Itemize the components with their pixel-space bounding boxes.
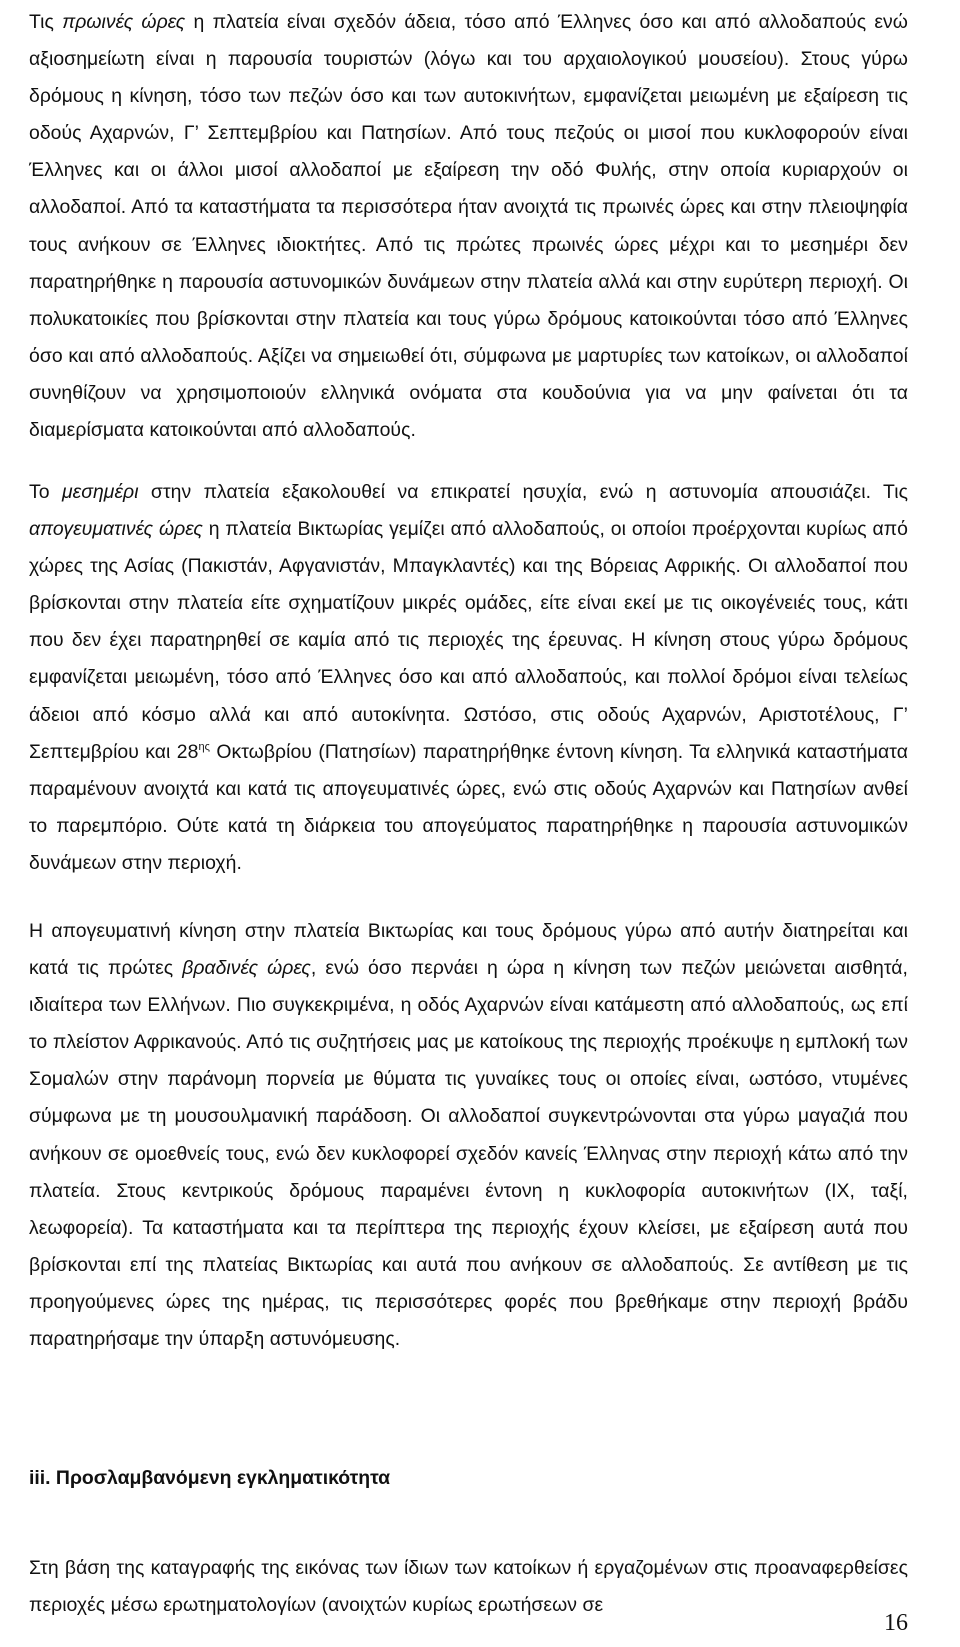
emphasis-noon: μεσημέρι bbox=[61, 481, 139, 503]
paragraph-afternoon-body: η πλατεία Βικτωρίας γεμίζει από αλλοδαπούς, οι οποίοι προέρχονται κυρίως από χώρες της Ασίας (Πακιστάν, Αφγανιστάν, Μπαγκλαντές) και της Βόρειας Αφρικής. Οι αλλοδαποί που βρίσκονται στην πλατεία είτε σχηματίζουν μικρές ομάδες, είτε είναι εκεί με τις οικογένειές τους, κάτι που δεν έχει παρατηρηθεί σε καμία από τις περιοχές της έρευνας. Η κίνηση στους γύρω δρόμους εμφανίζεται μειωμένη, τόσο από Έλληνες όσο και από αλλοδαπούς, και πολλοί δρόμοι είναι τελείως άδειοι από κόσμο αλλά και από αυτοκίνητα. Ωστόσο, στις οδούς Αχαρνών, Αριστοτέλους, Γ’ Σεπτεμβρίου και 28 bbox=[29, 518, 908, 763]
paragraph-evening bbox=[29, 913, 908, 1358]
paragraph-afternoon-tail: Οκτωβρίου (Πατησίων) παρατηρήθηκε έντονη κίνηση. Τα ελληνικά καταστήματα παραμένουν ανοιχτά και κατά τις απογευματινές ώρες, ενώ στις οδούς Αχαρνών και Πατησίων ανθεί το παρεμπόριο. Ούτε κατά τη διάρκεια του απογεύματος παρατηρήθηκε η παρουσία αστυνομικών δυνάμεων στην περιοχή. bbox=[29, 740, 908, 874]
paragraph-morning bbox=[29, 4, 908, 449]
section-heading: iii. Προσλαμβανόμενη εγκληματικότητα bbox=[29, 1467, 391, 1489]
paragraph-morning-intro: Τις bbox=[29, 11, 63, 33]
emphasis-afternoon-hours: απογευματινές ώρες bbox=[29, 518, 203, 541]
paragraph-evening-body: , ενώ όσο περνάει η ώρα η κίνηση των πεζών μειώνεται αισθητά, ιδιαίτερα των Ελλήνων. Πιο συγκεκριμένα, η οδός Αχαρνών είναι κατάμεστη από αλλοδαπούς, ως επί το πλείστον Αφρικανούς. Από τις συζητήσεις μας με κατοίκους της περιοχής προέκυψε η εμπλοκή των Σομαλών στην παράνομη πορνεία με θύματα τις γυναίκες τους οι οποίες είναι, ωστόσο, ντυμένες σύμφωνα με τη μουσουλμανική παράδοση. Οι αλλοδαποί συγκεντρώνονται στα γύρω μαγαζιά που ανήκουν σε ομοεθνείς τους, ενώ δεν κυκλοφορεί σχεδόν κανείς Έλληνας στην περιοχή κάτω από την πλατεία. Στους κεντρικούς δρόμους παραμένει έντονη η κυκλοφορία αυτοκινήτων (ΙΧ, ταξί, λεωφορεία). Τα καταστήματα και τα περίπτερα της περιοχής έχουν κλείσει, με εξαίρεση αυτά που βρίσκονται επί της πλατείας Βικτωρίας και αυτά που ανήκουν σε αλλοδαπούς. Σε αντίθεση με τις προηγούμενες ώρες της ημέρας, τις περισσότερες φορές που βρεθήκαμε στην περιοχή βράδυ παρατηρήσαμε την ύπαρξη αστυνόμευσης. bbox=[29, 957, 908, 1351]
paragraph-perceived-crime: Στη βάση της καταγραφής της εικόνας των ίδιων των κατοίκων ή εργαζομένων στις προαναφερθείσες περιοχές μέσω ερωτηματολογίων (ανοιχτών κυρίως ερωτήσεων σε bbox=[29, 1557, 908, 1617]
paragraph-noon-afternoon bbox=[29, 474, 908, 882]
paragraph-noon-intro: Το bbox=[29, 481, 62, 503]
page-number: 16 bbox=[884, 1610, 908, 1636]
paragraph-morning-body: η πλατεία είναι σχεδόν άδεια, τόσο από Έλληνες όσο και από αλλοδαπούς ενώ αξιοσημείωτη είναι η παρουσία τουριστών (λόγω και του αρχαιολογικού μουσείου). Στους γύρω δρόμους η κίνηση, τόσο των πεζών όσο και των αυτοκινήτων, εμφανίζεται μειωμένη με εξαίρεση τις οδούς Αχαρνών, Γ’ Σεπτεμβρίου και Πατησίων. Από τους πεζούς οι μισοί που κυκλοφορούν είναι Έλληνες και οι άλλοι μισοί αλλοδαποί με εξαίρεση την οδό Φυλής, στην οποία κυριαρχούν οι αλλοδαποί. Από τα καταστήματα τα περισσότερα ήταν ανοιχτά τις πρωινές ώρες και στην πλειοψηφία τους ανήκουν σε Έλληνες ιδιοκτήτες. Από τις πρώτες πρωινές ώρες μέχρι και το μεσημέρι δεν παρατηρήθηκε η παρουσία αστυνομικών δυνάμεων στην πλατεία αλλά και στην ευρύτερη περιοχή. Οι πολυκατοικίες που βρίσκονται στην πλατεία και τους γύρω δρόμους κατοικούνται τόσο από Έλληνες όσο και από αλλοδαπούς. Αξίζει να σημειωθεί ότι, σύμφωνα με μαρτυρίες των κατοίκων, οι αλλοδαποί συνηθίζουν να χρησιμοποιούν ελληνικά ονόματα στα κουδούνια για να μην φαίνεται ότι τα διαμερίσματα κατοικούνται από αλλοδαπούς. bbox=[29, 11, 908, 442]
emphasis-evening-hours: βραδινές ώρες bbox=[182, 957, 311, 980]
paragraph-evening-intro: Η απογευματινή κίνηση στην πλατεία Βικτωρίας και τους δρόμους γύρω από αυτήν διατηρείται και κατά τις πρώτες bbox=[29, 920, 908, 980]
emphasis-morning-hours: πρωινές ώρες bbox=[62, 11, 186, 33]
ordinal-superscript: ης bbox=[198, 740, 210, 753]
paragraph-noon-mid: στην πλατεία εξακολουθεί να επικρατεί ησυχία, ενώ η αστυνομία απουσιάζει. Τις bbox=[138, 481, 908, 503]
